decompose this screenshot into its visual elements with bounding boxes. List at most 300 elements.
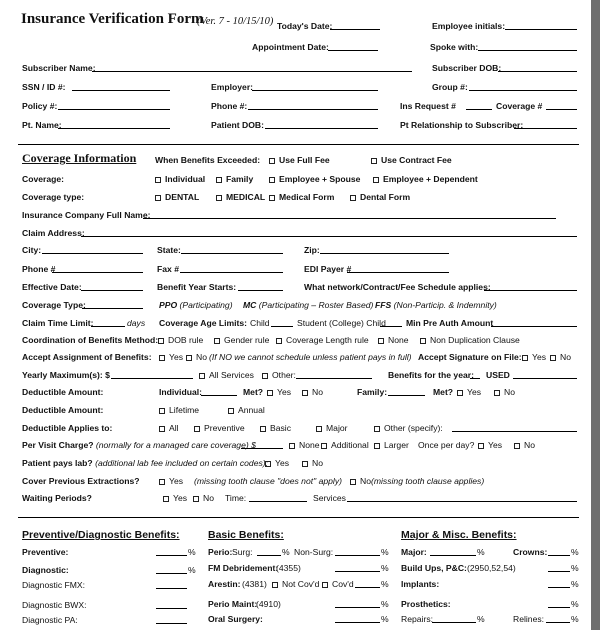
spoke-with-label: Spoke with: [430,42,479,52]
ppo-note: (Participating) [179,300,233,310]
zip-field[interactable] [320,244,449,254]
checkbox[interactable] [378,338,384,344]
once-no-option[interactable] [514,440,535,450]
crowns-field[interactable] [548,546,570,556]
non-duplication-option[interactable] [420,335,520,345]
per-visit-none-option[interactable] [289,440,320,450]
time-label: Time: [225,493,247,503]
checkbox[interactable] [262,373,268,379]
percent-sign: % [571,579,579,589]
city-field[interactable] [42,244,143,254]
per-visit-label: Per Visit Charge? [22,440,94,450]
employee-spouse-text: Employee + Spouse [279,174,361,184]
diag-bwx-field[interactable] [156,599,187,609]
checkbox[interactable] [272,582,278,588]
covd-option[interactable] [322,579,354,589]
coverage-type2-label: Coverage Type: [22,300,86,310]
coverage-info-heading: Coverage Information [22,151,137,165]
group-label: Group #: [432,82,468,92]
yearly-max-label: Yearly Maximum(s): $ [22,370,110,380]
implants-label: Implants: [401,579,440,589]
min-pre-auth-field[interactable] [491,317,577,327]
diag-fmx-field[interactable] [156,579,187,589]
individual-met-label: Met? [243,387,264,397]
perio-maint-label: Perio Maint: [208,599,258,609]
cover-extractions-label: Cover Previous Extractions? [22,476,140,486]
network-field[interactable] [484,281,577,291]
fm-debridement-label: FM Debridement: [208,563,279,573]
child-label: Child [250,318,270,328]
checkbox[interactable] [374,443,380,449]
ppo-option[interactable] [159,300,233,310]
employer-field[interactable] [252,81,378,91]
subscriber-name-field[interactable] [92,62,412,72]
relationship-label: Pt Relationship to Subscriber: [400,120,524,130]
diag-fmx-label: Diagnostic FMX: [22,580,86,590]
employee-dependent-option[interactable] [373,174,478,184]
checkbox[interactable] [194,426,200,432]
percent-sign: % [477,614,485,624]
section-divider [18,144,579,145]
checkbox[interactable] [186,355,192,361]
student-child-label: Student (College) Child [297,318,386,328]
per-visit-additional-option[interactable] [321,440,369,450]
dental-form-text: Dental Form [360,192,411,202]
coverage-number-label: Coverage # [496,101,543,111]
diagnostic-label: Diagnostic: [22,565,69,575]
checkbox[interactable] [163,496,169,502]
build-ups-label: Build Ups, P&C: [401,563,467,573]
repairs-label: Repairs: [401,614,433,624]
checkbox[interactable] [371,158,377,164]
diagnostic-pct-field[interactable] [156,564,187,574]
lab-label: Patient pays lab? [22,458,93,468]
company-name-field[interactable] [143,209,556,219]
once-yes-option[interactable] [478,440,502,450]
not-covd-option[interactable] [272,579,319,589]
no-text: No [560,352,571,362]
checkbox[interactable] [374,426,380,432]
benefits-for-year-field[interactable] [470,369,480,379]
benefit-year-field[interactable] [238,281,283,291]
all-services-text: All Services [209,370,254,380]
individual-text: Individual [165,174,206,184]
percent-sign: % [381,547,389,557]
arestin-field[interactable] [355,578,380,588]
medical-form-option[interactable] [269,192,334,202]
subscriber-dob-field[interactable] [498,62,577,72]
missing-tooth-not-note: (missing tooth clause "does not" apply) [194,476,342,486]
employee-spouse-option[interactable] [269,174,360,184]
checkbox[interactable] [321,443,327,449]
all-text: All [169,423,179,433]
checkbox[interactable] [420,338,426,344]
once-per-day-label: Once per day? [418,440,475,450]
checkbox[interactable] [214,338,220,344]
lab-row [22,458,268,468]
diag-bwx-label: Diagnostic BWX: [22,600,87,610]
accept-signature-label: Accept Signature on File: [418,352,522,362]
services-label: Services [313,493,346,503]
viewer-scroll-edge [591,0,600,630]
per-visit-larger-option[interactable] [374,440,409,450]
city-label: City: [22,245,42,255]
no-text: No [312,387,323,397]
family-option[interactable] [216,174,253,184]
percent-sign: % [381,579,389,589]
preventive-text: Preventive [204,423,245,433]
section-divider [18,517,579,518]
phone-field[interactable] [248,100,378,110]
use-full-fee-option[interactable] [269,155,330,165]
arestin-code: (4381) [242,579,267,589]
percent-sign: % [477,547,485,557]
mc-option[interactable] [243,300,373,310]
yes-text: Yes [277,387,292,397]
checkbox[interactable] [155,195,161,201]
yes-text: Yes [169,352,184,362]
checkbox[interactable] [350,479,356,485]
spoke-with-field[interactable] [478,41,577,51]
annual-text: Annual [238,405,265,415]
surg-label: Surg: [232,547,253,557]
additional-text: Additional [331,440,369,450]
use-contract-fee-option[interactable] [371,155,452,165]
yearly-max-field[interactable] [111,369,193,379]
non-surg-label: Non-Surg: [294,547,334,557]
no-text: No [360,476,371,486]
todays-date-label: Today's Date: [277,21,333,31]
no-text: No [196,352,207,362]
yes-text: Yes [467,387,482,397]
checkbox[interactable] [199,373,205,379]
medical-form-text: Medical Form [279,192,335,202]
fm-debridement-code: (4355) [276,563,301,573]
individual-met-no-option[interactable] [302,387,323,397]
ssn-label: SSN / ID #: [22,82,66,92]
ppo-text: PPO [159,300,178,310]
ins-phone-field[interactable] [52,263,143,273]
prosthetics-label: Prosthetics: [401,599,451,609]
signature-yes-option[interactable] [522,352,546,362]
larger-text: Larger [384,440,409,450]
coverage-number-field[interactable] [546,100,577,110]
per-visit-note: (normally for a managed care coverage) $ [95,440,256,450]
accept-assignment-label: Accept Assignment of Benefits: [22,352,152,362]
other-text: Other: [272,370,296,380]
relationship-field[interactable] [514,119,577,129]
basic-header: Basic Benefits: [208,529,284,541]
checkbox[interactable] [265,461,271,467]
deductible-amount2-label: Deductible Amount: [22,405,104,415]
assignment-yes-option[interactable] [159,352,183,362]
checkbox[interactable] [373,177,379,183]
prosthetics-field[interactable] [548,598,570,608]
applies-preventive-option[interactable] [194,423,245,433]
implants-field[interactable] [548,578,570,588]
services-field[interactable] [347,492,577,502]
effective-date-field[interactable] [81,281,143,291]
no-text: No [504,387,515,397]
basic-text: Basic [270,423,292,433]
employer-label: Employer: [211,82,254,92]
subscriber-dob-label: Subscriber DOB: [432,63,502,73]
used-label: USED [486,370,510,380]
state-field[interactable] [181,244,283,254]
dental-text: DENTAL [165,192,200,202]
ffs-option[interactable] [375,300,497,310]
deductible-family-field[interactable] [388,386,425,396]
checkbox[interactable] [494,390,500,396]
percent-sign: % [571,563,579,573]
deductible-family-label: Family: [357,387,388,397]
perio-label: Perio: [208,547,233,557]
checkbox[interactable] [155,177,161,183]
none-rule-text: None [388,335,409,345]
patient-dob-label: Patient DOB: [211,120,264,130]
use-full-fee-text: Use Full Fee [279,155,330,165]
family-met-yes-option[interactable] [457,387,481,397]
major-pct-field[interactable] [430,546,476,556]
checkbox[interactable] [550,355,556,361]
policy-label: Policy #: [22,101,58,111]
coverage-label: Coverage: [22,174,65,184]
checkbox[interactable] [158,338,164,344]
waiting-no-option[interactable] [193,493,214,503]
ssn-field[interactable] [72,81,170,91]
checkbox[interactable] [478,443,484,449]
oral-surgery-label: Oral Surgery: [208,614,263,624]
percent-sign: % [282,547,290,557]
medical-text: MEDICAL [226,192,266,202]
yes-text: Yes [532,352,547,362]
checkbox[interactable] [216,177,222,183]
individual-option[interactable] [155,174,205,184]
applies-basic-option[interactable] [260,423,291,433]
percent-sign: % [381,599,389,609]
checkbox[interactable] [228,408,234,414]
repairs-field[interactable] [432,613,476,623]
deductible-amount-label: Deductible Amount: [22,387,104,397]
yes-text: Yes [275,458,290,468]
per-visit-field[interactable] [241,439,283,449]
deductible-individual-field[interactable] [201,386,237,396]
build-ups-codes: (2950,52,54) [467,563,516,573]
annual-option[interactable] [228,405,265,415]
coverage-type2-field[interactable] [82,299,143,309]
coverage-type-label: Coverage type: [22,192,85,202]
non-surg-pct-field[interactable] [335,546,380,556]
edi-payer-field[interactable] [347,263,449,273]
checkbox[interactable] [316,426,322,432]
diag-pa-field[interactable] [156,614,187,624]
lab-note: (additional lab fee included on certain codes): [95,458,269,468]
arestin-label: Arestin: [208,579,241,589]
checkbox[interactable] [276,338,282,344]
build-ups-field[interactable] [548,562,570,572]
checkbox[interactable] [159,355,165,361]
extractions-no-option[interactable] [350,476,371,486]
waiting-yes-option[interactable] [163,493,187,503]
percent-sign: % [188,547,196,557]
zip-label: Zip: [304,245,320,255]
perio-maint-code: (4910) [256,599,281,609]
mc-text: MC [243,300,257,310]
checkbox[interactable] [269,177,275,183]
use-contract-fee-text: Use Contract Fee [381,155,452,165]
policy-field[interactable] [58,100,170,110]
phone-label: Phone #: [211,101,248,111]
preventive-header: Preventive/Diagnostic Benefits: [22,529,180,541]
none-rule-option[interactable] [378,335,409,345]
checkbox[interactable] [159,426,165,432]
checkbox[interactable] [302,390,308,396]
family-met-no-option[interactable] [494,387,515,397]
checkbox[interactable] [350,195,356,201]
no-text: No [312,458,323,468]
checkbox[interactable] [159,479,165,485]
gender-rule-option[interactable] [214,335,269,345]
coordination-label: Coordination of Benefits Method: [22,335,159,345]
applies-other-field[interactable] [452,422,577,432]
lifetime-option[interactable] [159,405,199,415]
not-covd-text: Not Cov'd [282,579,320,589]
when-exceeded-label: When Benefits Exceeded: [155,155,261,165]
dob-rule-text: DOB rule [168,335,204,345]
todays-date-field[interactable] [330,20,380,30]
percent-sign: % [571,547,579,557]
checkbox[interactable] [269,158,275,164]
non-duplication-text: Non Duplication Clause [430,335,520,345]
crowns-label: Crowns: [513,547,548,557]
employee-initials-label: Employee initials: [432,21,506,31]
student-age-field[interactable] [380,317,402,327]
other-services-option[interactable] [262,370,296,380]
relines-label: Relines: [513,614,545,624]
preventive-pct-field[interactable] [156,546,187,556]
family-met-label: Met? [433,387,454,397]
checkbox[interactable] [267,390,273,396]
dob-rule-option[interactable] [158,335,203,345]
surg-pct-field[interactable] [257,546,281,556]
state-label: State: [157,245,181,255]
coverage-length-text: Coverage Length rule [286,335,369,345]
no-text: No [524,440,535,450]
diag-pa-label: Diagnostic PA: [22,615,78,625]
checkbox[interactable] [216,195,222,201]
used-field[interactable] [513,369,577,379]
employee-dependent-text: Employee + Dependent [383,174,478,184]
checkbox[interactable] [302,461,308,467]
all-services-option[interactable] [199,370,254,380]
checkbox[interactable] [514,443,520,449]
employee-initials-field[interactable] [505,20,577,30]
company-name-label: Insurance Company Full Name: [22,210,151,220]
fax-field[interactable] [180,263,283,273]
child-age-field[interactable] [271,317,293,327]
checkbox[interactable] [322,582,328,588]
medical-option[interactable] [216,192,265,202]
preventive-label: Preventive: [22,547,69,557]
patient-dob-field[interactable] [265,119,378,129]
yes-text: Yes [488,440,503,450]
claim-address-label: Claim Address: [22,228,85,238]
other-specify-text: Other (specify): [384,423,443,433]
checkbox[interactable] [159,408,165,414]
effective-date-label: Effective Date: [22,282,82,292]
pt-name-field[interactable] [58,119,170,129]
extractions-yes-option[interactable] [159,476,183,486]
subscriber-name-label: Subscriber Name: [22,63,96,73]
yes-text: Yes [169,476,184,486]
checkbox[interactable] [269,195,275,201]
applies-other-option[interactable] [374,423,443,433]
signature-no-option[interactable] [550,352,571,362]
time-field[interactable] [249,492,307,502]
benefits-for-year-label: Benefits for the year: [388,370,474,380]
applies-major-option[interactable] [316,423,348,433]
percent-sign: % [381,614,389,624]
claim-time-field[interactable] [91,317,125,327]
form-title: Insurance Verification Form [21,11,204,27]
fm-debridement-field[interactable] [335,562,380,572]
percent-sign: % [381,563,389,573]
appointment-date-label: Appointment Date: [252,42,329,52]
percent-sign: % [571,599,579,609]
checkbox[interactable] [260,426,266,432]
ins-request-field[interactable] [466,100,492,110]
gender-rule-text: Gender rule [224,335,270,345]
edi-payer-label: EDI Payer # [304,264,352,274]
checkbox[interactable] [193,496,199,502]
applies-all-option[interactable] [159,423,179,433]
perio-maint-field[interactable] [335,598,380,608]
checkbox[interactable] [289,443,295,449]
none-text: None [299,440,320,450]
appointment-date-field[interactable] [328,41,378,51]
checkbox[interactable] [457,390,463,396]
min-pre-auth-label: Min Pre Auth Amount [406,318,494,328]
covd-text: Cov'd [332,579,354,589]
age-limits-label: Coverage Age Limits: [159,318,248,328]
oral-surgery-field[interactable] [335,613,380,623]
deductible-applies-label: Deductible Applies to: [22,423,113,433]
deductible-individual-label: Individual: [159,387,202,397]
dental-option[interactable] [155,192,199,202]
benefit-year-label: Benefit Year Starts: [157,282,237,292]
other-services-field[interactable] [296,369,372,379]
network-label: What network/Contract/Fee Schedule applies: [304,282,491,292]
ffs-note: (Non-Particip. & Indemnity) [393,300,497,310]
assignment-no-option[interactable] [186,352,207,362]
lifetime-text: Lifetime [169,405,200,415]
lab-no-option[interactable] [302,458,323,468]
group-field[interactable] [469,81,577,91]
mc-note: (Participating – Roster Based) [258,300,374,310]
percent-sign: % [188,565,196,575]
checkbox[interactable] [522,355,528,361]
coverage-length-option[interactable] [276,335,369,345]
dental-form-option[interactable] [350,192,410,202]
pt-name-label: Pt. Name: [22,120,62,130]
relines-field[interactable] [546,613,570,623]
lab-yes-option[interactable] [265,458,289,468]
individual-met-yes-option[interactable] [267,387,291,397]
days-unit: days [127,318,146,328]
claim-address-field[interactable] [81,227,577,237]
ins-request-label: Ins Request # [400,101,456,111]
missing-tooth-applies-note: (missing tooth clause applies) [371,476,485,486]
